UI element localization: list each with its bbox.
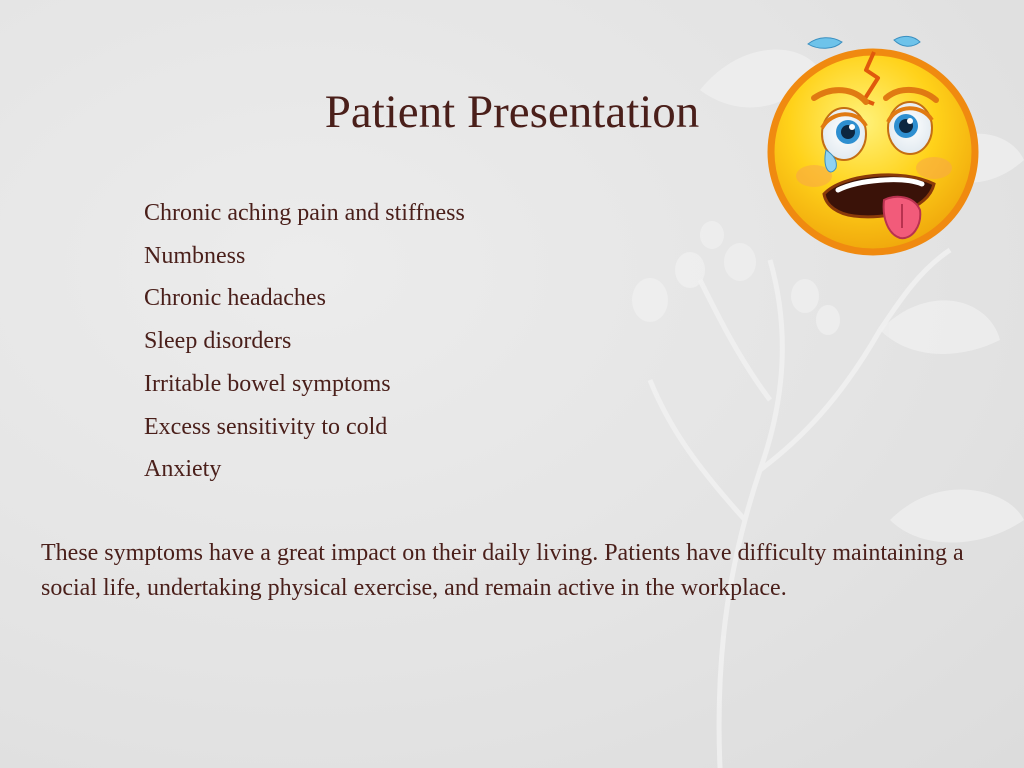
list-item: Sleep disorders (144, 328, 292, 355)
symptom-list (144, 192, 465, 491)
list-item: Excess sensitivity to cold (144, 413, 388, 440)
list-item: Chronic headaches (144, 285, 326, 312)
list-item: Chronic aching pain and stiffness (144, 200, 465, 226)
slide-title: Patient Presentation (324, 86, 700, 138)
impact-paragraph: These symptoms have a great impact on their daily living. Patients have difficulty maintaining a social life, undertaking physical exercise, and remain active in the workplace. (41, 540, 964, 601)
list-item: Numbness (144, 242, 246, 269)
list-item: Irritable bowel symptoms (144, 370, 391, 397)
distressed-face-icon (762, 28, 984, 260)
list-item: Anxiety (144, 456, 222, 483)
